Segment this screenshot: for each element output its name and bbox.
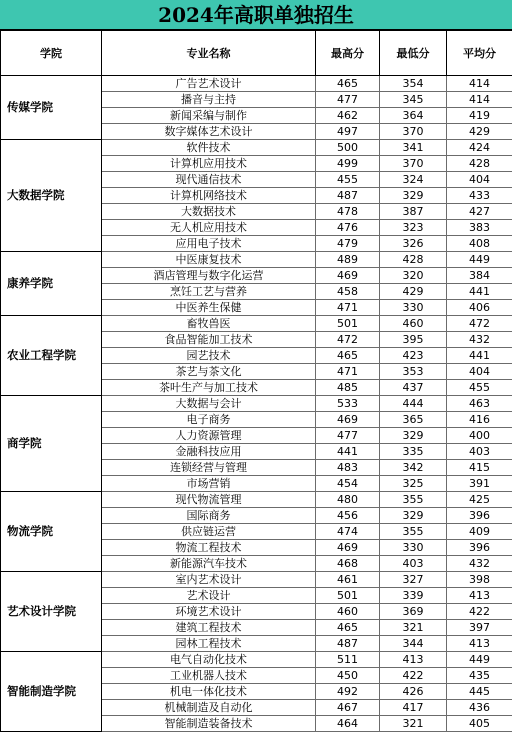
avg-score: 416 [447, 412, 512, 428]
major-name: 连锁经营与管理 [102, 460, 316, 476]
avg-score: 455 [447, 380, 512, 396]
avg-score: 422 [447, 604, 512, 620]
min-score: 417 [380, 700, 447, 716]
min-score: 341 [380, 140, 447, 156]
major-name: 建筑工程技术 [102, 620, 316, 636]
major-name: 食品智能加工技术 [102, 332, 316, 348]
avg-score: 463 [447, 396, 512, 412]
min-score: 395 [380, 332, 447, 348]
max-score: 501 [316, 588, 380, 604]
max-score: 483 [316, 460, 380, 476]
min-score: 429 [380, 284, 447, 300]
major-name: 中医康复技术 [102, 252, 316, 268]
avg-score: 400 [447, 428, 512, 444]
major-name: 播音与主持 [102, 92, 316, 108]
avg-score: 398 [447, 572, 512, 588]
header-min-score: 最低分 [380, 31, 447, 76]
avg-score: 449 [447, 652, 512, 668]
avg-score: 435 [447, 668, 512, 684]
min-score: 339 [380, 588, 447, 604]
header-row [1, 31, 512, 76]
avg-score: 383 [447, 220, 512, 236]
major-name: 物流工程技术 [102, 540, 316, 556]
avg-score: 419 [447, 108, 512, 124]
max-score: 477 [316, 428, 380, 444]
avg-score: 449 [447, 252, 512, 268]
max-score: 465 [316, 620, 380, 636]
max-score: 458 [316, 284, 380, 300]
avg-score: 405 [447, 716, 512, 732]
max-score: 467 [316, 700, 380, 716]
max-score: 479 [316, 236, 380, 252]
avg-score: 396 [447, 540, 512, 556]
max-score: 472 [316, 332, 380, 348]
major-name: 畜牧兽医 [102, 316, 316, 332]
min-score: 321 [380, 716, 447, 732]
min-score: 353 [380, 364, 447, 380]
table-row [1, 572, 512, 588]
avg-score: 406 [447, 300, 512, 316]
avg-score: 415 [447, 460, 512, 476]
min-score: 403 [380, 556, 447, 572]
major-name: 机电一体化技术 [102, 684, 316, 700]
major-name: 智能制造装备技术 [102, 716, 316, 732]
admission-score-table [0, 30, 512, 732]
max-score: 476 [316, 220, 380, 236]
min-score: 437 [380, 380, 447, 396]
max-score: 499 [316, 156, 380, 172]
max-score: 511 [316, 652, 380, 668]
avg-score: 428 [447, 156, 512, 172]
major-name: 计算机网络技术 [102, 188, 316, 204]
avg-score: 414 [447, 76, 512, 92]
min-score: 321 [380, 620, 447, 636]
college-name: 商学院 [1, 396, 102, 492]
avg-score: 441 [447, 284, 512, 300]
college-name: 康养学院 [1, 252, 102, 316]
avg-score: 384 [447, 268, 512, 284]
min-score: 426 [380, 684, 447, 700]
major-name: 电子商务 [102, 412, 316, 428]
max-score: 478 [316, 204, 380, 220]
avg-score: 413 [447, 636, 512, 652]
min-score: 355 [380, 492, 447, 508]
avg-score: 445 [447, 684, 512, 700]
avg-score: 424 [447, 140, 512, 156]
max-score: 492 [316, 684, 380, 700]
major-name: 茶叶生产与加工技术 [102, 380, 316, 396]
header-max-score: 最高分 [316, 31, 380, 76]
max-score: 455 [316, 172, 380, 188]
min-score: 364 [380, 108, 447, 124]
header-avg-score: 平均分 [447, 31, 512, 76]
major-name: 供应链运营 [102, 524, 316, 540]
max-score: 469 [316, 268, 380, 284]
max-score: 474 [316, 524, 380, 540]
major-name: 金融科技应用 [102, 444, 316, 460]
max-score: 441 [316, 444, 380, 460]
max-score: 469 [316, 412, 380, 428]
max-score: 500 [316, 140, 380, 156]
max-score: 533 [316, 396, 380, 412]
avg-score: 404 [447, 364, 512, 380]
min-score: 460 [380, 316, 447, 332]
college-name: 物流学院 [1, 492, 102, 572]
major-name: 现代物流管理 [102, 492, 316, 508]
avg-score: 429 [447, 124, 512, 140]
max-score: 462 [316, 108, 380, 124]
max-score: 454 [316, 476, 380, 492]
major-name: 大数据技术 [102, 204, 316, 220]
max-score: 471 [316, 364, 380, 380]
min-score: 329 [380, 188, 447, 204]
min-score: 423 [380, 348, 447, 364]
avg-score: 414 [447, 92, 512, 108]
avg-score: 427 [447, 204, 512, 220]
min-score: 330 [380, 300, 447, 316]
max-score: 501 [316, 316, 380, 332]
header-college: 学院 [1, 31, 102, 76]
max-score: 471 [316, 300, 380, 316]
max-score: 480 [316, 492, 380, 508]
major-name: 环境艺术设计 [102, 604, 316, 620]
max-score: 450 [316, 668, 380, 684]
major-name: 应用电子技术 [102, 236, 316, 252]
major-name: 茶艺与茶文化 [102, 364, 316, 380]
min-score: 369 [380, 604, 447, 620]
table-row [1, 316, 512, 332]
max-score: 469 [316, 540, 380, 556]
min-score: 323 [380, 220, 447, 236]
min-score: 422 [380, 668, 447, 684]
min-score: 329 [380, 508, 447, 524]
max-score: 489 [316, 252, 380, 268]
min-score: 444 [380, 396, 447, 412]
min-score: 370 [380, 156, 447, 172]
max-score: 487 [316, 636, 380, 652]
major-name: 软件技术 [102, 140, 316, 156]
major-name: 室内艺术设计 [102, 572, 316, 588]
max-score: 485 [316, 380, 380, 396]
max-score: 497 [316, 124, 380, 140]
avg-score: 425 [447, 492, 512, 508]
table-row [1, 252, 512, 268]
min-score: 428 [380, 252, 447, 268]
table-row [1, 396, 512, 412]
table-row [1, 140, 512, 156]
max-score: 464 [316, 716, 380, 732]
avg-score: 441 [447, 348, 512, 364]
min-score: 370 [380, 124, 447, 140]
header-major: 专业名称 [102, 31, 316, 76]
max-score: 461 [316, 572, 380, 588]
major-name: 大数据与会计 [102, 396, 316, 412]
major-name: 烹饪工艺与营养 [102, 284, 316, 300]
page-title: 2024年高职单独招生 [0, 0, 512, 30]
max-score: 465 [316, 348, 380, 364]
min-score: 320 [380, 268, 447, 284]
major-name: 工业机器人技术 [102, 668, 316, 684]
avg-score: 472 [447, 316, 512, 332]
major-name: 市场营销 [102, 476, 316, 492]
min-score: 354 [380, 76, 447, 92]
min-score: 324 [380, 172, 447, 188]
major-name: 国际商务 [102, 508, 316, 524]
major-name: 无人机应用技术 [102, 220, 316, 236]
major-name: 园林工程技术 [102, 636, 316, 652]
college-name: 大数据学院 [1, 140, 102, 252]
max-score: 487 [316, 188, 380, 204]
table-row [1, 652, 512, 668]
major-name: 机械制造及自动化 [102, 700, 316, 716]
major-name: 数字媒体艺术设计 [102, 124, 316, 140]
table-body [1, 76, 512, 732]
min-score: 413 [380, 652, 447, 668]
major-name: 计算机应用技术 [102, 156, 316, 172]
min-score: 330 [380, 540, 447, 556]
major-name: 新闻采编与制作 [102, 108, 316, 124]
college-name: 智能制造学院 [1, 652, 102, 732]
major-name: 电气自动化技术 [102, 652, 316, 668]
min-score: 355 [380, 524, 447, 540]
min-score: 327 [380, 572, 447, 588]
min-score: 335 [380, 444, 447, 460]
avg-score: 397 [447, 620, 512, 636]
major-name: 酒店管理与数字化运营 [102, 268, 316, 284]
min-score: 342 [380, 460, 447, 476]
avg-score: 403 [447, 444, 512, 460]
avg-score: 409 [447, 524, 512, 540]
min-score: 325 [380, 476, 447, 492]
avg-score: 391 [447, 476, 512, 492]
avg-score: 432 [447, 332, 512, 348]
avg-score: 408 [447, 236, 512, 252]
major-name: 广告艺术设计 [102, 76, 316, 92]
major-name: 现代通信技术 [102, 172, 316, 188]
college-name: 农业工程学院 [1, 316, 102, 396]
major-name: 园艺技术 [102, 348, 316, 364]
min-score: 345 [380, 92, 447, 108]
avg-score: 404 [447, 172, 512, 188]
avg-score: 436 [447, 700, 512, 716]
min-score: 344 [380, 636, 447, 652]
college-name: 传媒学院 [1, 76, 102, 140]
avg-score: 433 [447, 188, 512, 204]
max-score: 465 [316, 76, 380, 92]
major-name: 艺术设计 [102, 588, 316, 604]
major-name: 新能源汽车技术 [102, 556, 316, 572]
max-score: 477 [316, 92, 380, 108]
min-score: 365 [380, 412, 447, 428]
college-name: 艺术设计学院 [1, 572, 102, 652]
max-score: 460 [316, 604, 380, 620]
avg-score: 432 [447, 556, 512, 572]
min-score: 329 [380, 428, 447, 444]
table-row [1, 492, 512, 508]
major-name: 中医养生保健 [102, 300, 316, 316]
major-name: 人力资源管理 [102, 428, 316, 444]
min-score: 326 [380, 236, 447, 252]
max-score: 468 [316, 556, 380, 572]
avg-score: 396 [447, 508, 512, 524]
table-row [1, 76, 512, 92]
min-score: 387 [380, 204, 447, 220]
avg-score: 413 [447, 588, 512, 604]
max-score: 456 [316, 508, 380, 524]
